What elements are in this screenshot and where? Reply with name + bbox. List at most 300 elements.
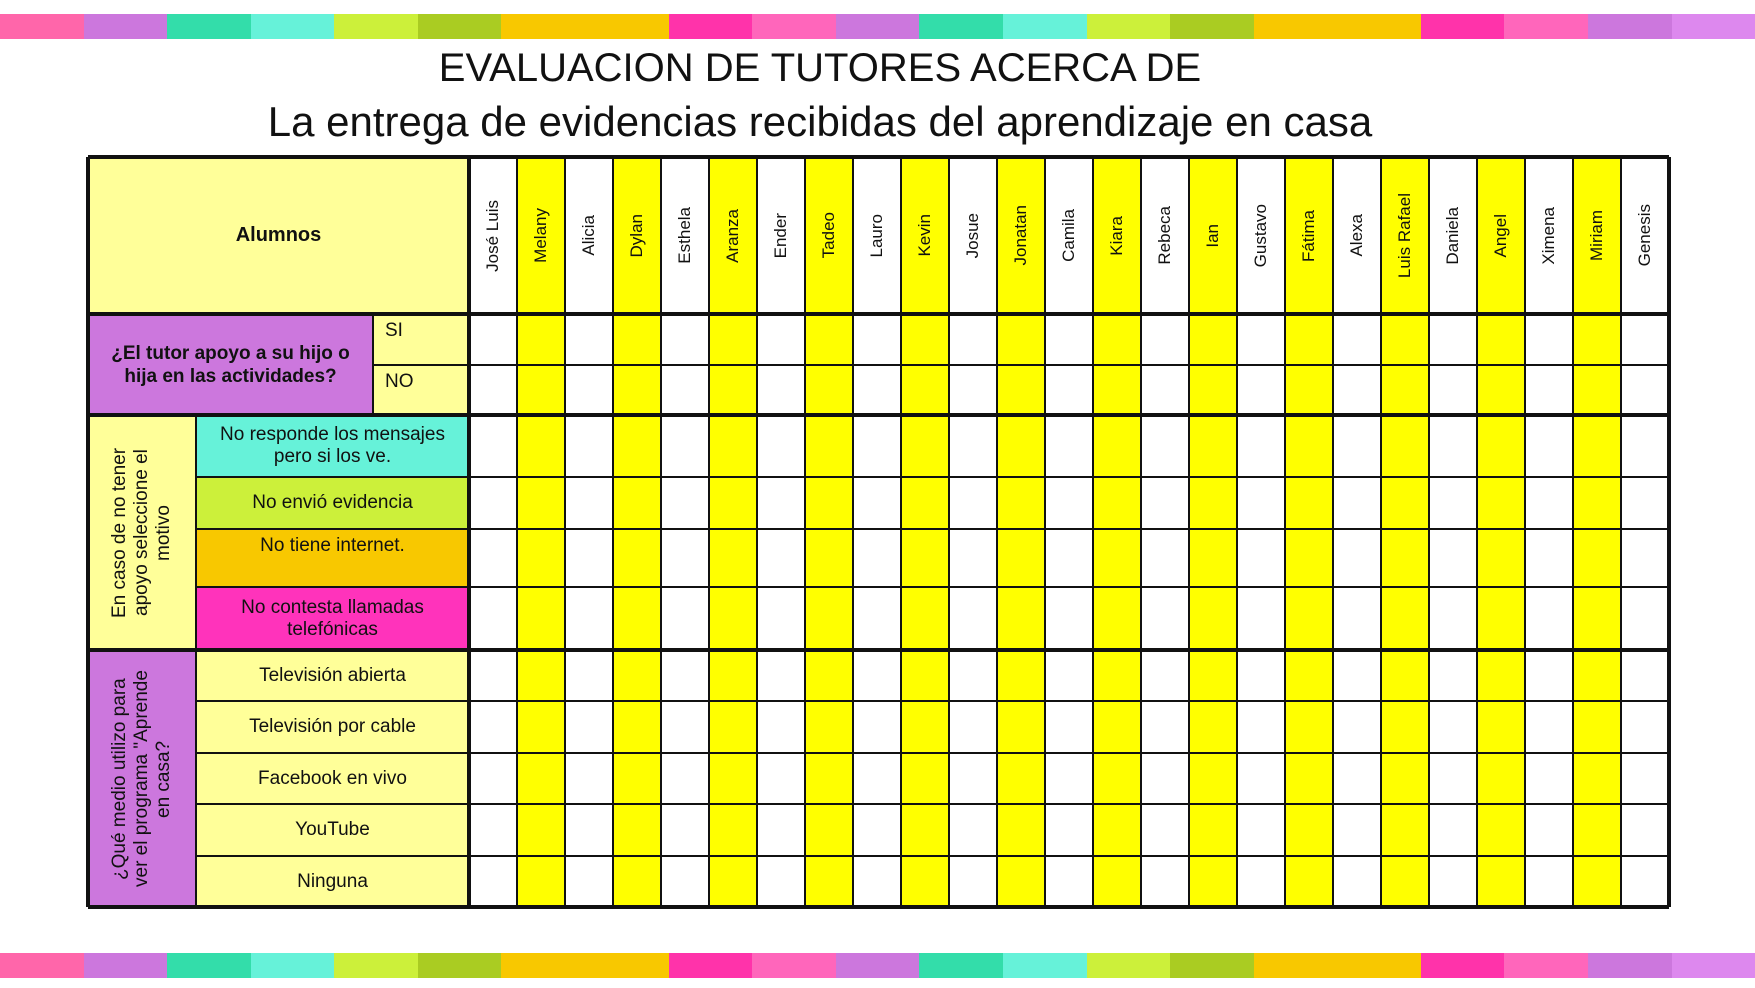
answer-cell[interactable] (1429, 650, 1477, 701)
answer-cell[interactable] (1381, 415, 1429, 477)
answer-cell[interactable] (613, 365, 661, 415)
answer-cell[interactable] (517, 529, 565, 587)
answer-cell[interactable] (517, 804, 565, 856)
answer-cell[interactable] (469, 365, 517, 415)
answer-cell[interactable] (469, 415, 517, 477)
answer-cell[interactable] (1429, 804, 1477, 856)
answer-cell[interactable] (661, 477, 709, 529)
answer-cell[interactable] (709, 477, 757, 529)
answer-cell[interactable] (805, 650, 853, 701)
answer-cell[interactable] (613, 587, 661, 650)
answer-cell[interactable] (1285, 365, 1333, 415)
answer-cell[interactable] (1381, 587, 1429, 650)
grid-line-horizontal (196, 855, 1669, 857)
answer-cell[interactable] (565, 415, 613, 477)
answer-cell[interactable] (1333, 529, 1381, 587)
answer-cell[interactable] (997, 701, 1045, 753)
answer-cell[interactable] (709, 415, 757, 477)
answer-cell[interactable] (1141, 701, 1189, 753)
answer-cell[interactable] (613, 529, 661, 587)
answer-cell[interactable] (901, 701, 949, 753)
answer-cell[interactable] (805, 753, 853, 804)
answer-cell[interactable] (1237, 365, 1285, 415)
answer-cell[interactable] (949, 365, 997, 415)
answer-cell[interactable] (709, 650, 757, 701)
answer-cell[interactable] (1189, 856, 1237, 907)
answer-cell[interactable] (1141, 529, 1189, 587)
answer-cell[interactable] (469, 477, 517, 529)
answer-cell[interactable] (1429, 415, 1477, 477)
answer-cell[interactable] (1573, 856, 1621, 907)
answer-cell[interactable] (949, 587, 997, 650)
answer-cell[interactable] (1285, 415, 1333, 477)
answer-cell[interactable] (1381, 650, 1429, 701)
answer-cell[interactable] (1189, 587, 1237, 650)
stripe-segment (585, 14, 669, 39)
student-name: Miriam (1587, 210, 1606, 261)
answer-cell[interactable] (1045, 753, 1093, 804)
answer-cell[interactable] (1477, 529, 1525, 587)
answer-cell[interactable] (661, 856, 709, 907)
option-label: NO (385, 371, 414, 392)
answer-cell[interactable] (1621, 804, 1669, 856)
answer-cell[interactable] (805, 701, 853, 753)
answer-cell[interactable] (805, 365, 853, 415)
answer-cell[interactable] (805, 856, 853, 907)
answer-cell[interactable] (1429, 477, 1477, 529)
answer-cell[interactable] (613, 314, 661, 365)
answer-cell[interactable] (853, 701, 901, 753)
answer-cell[interactable] (901, 477, 949, 529)
answer-cell[interactable] (1477, 314, 1525, 365)
answer-cell[interactable] (805, 587, 853, 650)
answer-cell[interactable] (853, 587, 901, 650)
answer-cell[interactable] (853, 804, 901, 856)
answer-cell[interactable] (613, 477, 661, 529)
answer-cell[interactable] (757, 415, 805, 477)
answer-cell[interactable] (1525, 587, 1573, 650)
answer-cell[interactable] (1621, 650, 1669, 701)
answer-cell[interactable] (565, 365, 613, 415)
grid-line-vertical (1092, 157, 1094, 907)
answer-cell[interactable] (1573, 415, 1621, 477)
answer-cell[interactable] (805, 477, 853, 529)
answer-cell[interactable] (1333, 753, 1381, 804)
grid-line-vertical (1524, 157, 1526, 907)
grid-line-vertical (1380, 157, 1382, 907)
answer-cell[interactable] (565, 753, 613, 804)
answer-cell[interactable] (1189, 529, 1237, 587)
answer-cell[interactable] (1621, 415, 1669, 477)
answer-cell[interactable] (565, 477, 613, 529)
answer-cell[interactable] (1189, 477, 1237, 529)
answer-cell[interactable] (1237, 650, 1285, 701)
answer-cell[interactable] (757, 529, 805, 587)
student-header (805, 157, 853, 314)
answer-cell[interactable] (1237, 856, 1285, 907)
answer-cell[interactable] (1573, 529, 1621, 587)
answer-cell[interactable] (565, 650, 613, 701)
answer-cell[interactable] (1045, 365, 1093, 415)
answer-cell[interactable] (1093, 856, 1141, 907)
answer-cell[interactable] (1621, 314, 1669, 365)
answer-cell[interactable] (1045, 650, 1093, 701)
answer-cell[interactable] (1333, 856, 1381, 907)
answer-cell[interactable] (661, 587, 709, 650)
answer-cell[interactable] (517, 415, 565, 477)
grid-line-vertical (1188, 157, 1190, 907)
answer-cell[interactable] (469, 587, 517, 650)
answer-cell[interactable] (901, 529, 949, 587)
answer-cell[interactable] (661, 415, 709, 477)
answer-cell[interactable] (1189, 650, 1237, 701)
answer-cell[interactable] (517, 650, 565, 701)
grid-line-vertical (1044, 157, 1046, 907)
answer-cell[interactable] (1237, 529, 1285, 587)
answer-cell[interactable] (997, 804, 1045, 856)
answer-cell[interactable] (469, 753, 517, 804)
answer-cell[interactable] (901, 587, 949, 650)
answer-cell[interactable] (853, 856, 901, 907)
answer-cell[interactable] (1333, 587, 1381, 650)
answer-cell[interactable] (1381, 314, 1429, 365)
answer-cell[interactable] (1477, 856, 1525, 907)
stripe-segment (1337, 14, 1421, 39)
answer-cell[interactable] (517, 314, 565, 365)
answer-cell[interactable] (1573, 650, 1621, 701)
answer-cell[interactable] (469, 701, 517, 753)
answer-cell[interactable] (1045, 477, 1093, 529)
answer-cell[interactable] (853, 314, 901, 365)
answer-cell[interactable] (901, 314, 949, 365)
answer-cell[interactable] (1189, 365, 1237, 415)
answer-cell[interactable] (613, 856, 661, 907)
answer-cell[interactable] (1525, 701, 1573, 753)
answer-cell[interactable] (469, 856, 517, 907)
answer-cell[interactable] (997, 415, 1045, 477)
answer-cell[interactable] (997, 365, 1045, 415)
answer-cell[interactable] (1525, 856, 1573, 907)
answer-cell[interactable] (1093, 804, 1141, 856)
answer-cell[interactable] (709, 365, 757, 415)
stripe-segment (167, 14, 251, 39)
answer-cell[interactable] (853, 365, 901, 415)
answer-cell[interactable] (1573, 701, 1621, 753)
answer-cell[interactable] (661, 529, 709, 587)
answer-cell[interactable] (1189, 415, 1237, 477)
answer-cell[interactable] (853, 753, 901, 804)
grid-line-vertical (756, 157, 758, 907)
evaluation-table (88, 157, 1668, 909)
stripe-segment (1170, 14, 1254, 39)
answer-cell[interactable] (1285, 529, 1333, 587)
answer-cell[interactable] (853, 415, 901, 477)
answer-cell[interactable] (1189, 314, 1237, 365)
answer-cell[interactable] (757, 587, 805, 650)
answer-cell[interactable] (661, 753, 709, 804)
answer-cell[interactable] (1093, 701, 1141, 753)
answer-cell[interactable] (1093, 650, 1141, 701)
answer-cell[interactable] (1621, 477, 1669, 529)
answer-cell[interactable] (757, 856, 805, 907)
answer-cell[interactable] (1429, 529, 1477, 587)
answer-cell[interactable] (709, 529, 757, 587)
answer-cell[interactable] (1381, 856, 1429, 907)
answer-cell[interactable] (1381, 701, 1429, 753)
answer-cell[interactable] (1381, 753, 1429, 804)
answer-cell[interactable] (1429, 753, 1477, 804)
answer-cell[interactable] (1141, 477, 1189, 529)
answer-cell[interactable] (517, 477, 565, 529)
answer-cell[interactable] (853, 650, 901, 701)
answer-cell[interactable] (1093, 415, 1141, 477)
answer-cell[interactable] (613, 804, 661, 856)
answer-cell[interactable] (805, 529, 853, 587)
answer-cell[interactable] (1477, 415, 1525, 477)
answer-cell[interactable] (1141, 856, 1189, 907)
answer-cell[interactable] (1237, 415, 1285, 477)
answer-cell[interactable] (757, 701, 805, 753)
answer-cell[interactable] (1093, 587, 1141, 650)
answer-cell[interactable] (469, 314, 517, 365)
answer-cell[interactable] (709, 587, 757, 650)
answer-cell[interactable] (1381, 365, 1429, 415)
answer-cell[interactable] (1573, 365, 1621, 415)
answer-cell[interactable] (613, 650, 661, 701)
answer-cell[interactable] (949, 856, 997, 907)
answer-cell[interactable] (1285, 701, 1333, 753)
student-header (1477, 157, 1525, 314)
answer-cell[interactable] (613, 753, 661, 804)
answer-cell[interactable] (853, 529, 901, 587)
answer-cell[interactable] (1285, 587, 1333, 650)
answer-cell[interactable] (1285, 477, 1333, 529)
answer-cell[interactable] (1141, 314, 1189, 365)
answer-cell[interactable] (1525, 365, 1573, 415)
answer-cell[interactable] (853, 477, 901, 529)
answer-cell[interactable] (1045, 415, 1093, 477)
answer-cell[interactable] (901, 650, 949, 701)
answer-cell[interactable] (901, 856, 949, 907)
answer-cell[interactable] (1141, 650, 1189, 701)
answer-cell[interactable] (1189, 701, 1237, 753)
answer-cell[interactable] (1429, 856, 1477, 907)
answer-cell[interactable] (757, 314, 805, 365)
answer-cell[interactable] (1045, 529, 1093, 587)
answer-cell[interactable] (1621, 701, 1669, 753)
answer-cell[interactable] (949, 529, 997, 587)
answer-cell[interactable] (1237, 701, 1285, 753)
answer-cell[interactable] (565, 529, 613, 587)
answer-cell[interactable] (1189, 753, 1237, 804)
answer-cell[interactable] (1621, 753, 1669, 804)
answer-cell[interactable] (1189, 804, 1237, 856)
answer-cell[interactable] (517, 701, 565, 753)
answer-cell[interactable] (1237, 753, 1285, 804)
answer-cell[interactable] (805, 415, 853, 477)
answer-cell[interactable] (1429, 365, 1477, 415)
answer-cell[interactable] (565, 314, 613, 365)
answer-cell[interactable] (757, 804, 805, 856)
answer-cell[interactable] (1333, 477, 1381, 529)
answer-cell[interactable] (1525, 650, 1573, 701)
answer-cell[interactable] (613, 415, 661, 477)
answer-cell[interactable] (1045, 701, 1093, 753)
answer-cell[interactable] (1333, 365, 1381, 415)
answer-cell[interactable] (1333, 804, 1381, 856)
answer-cell[interactable] (709, 804, 757, 856)
answer-cell[interactable] (1141, 804, 1189, 856)
answer-cell[interactable] (1429, 701, 1477, 753)
answer-cell[interactable] (1573, 753, 1621, 804)
answer-cell[interactable] (709, 753, 757, 804)
answer-cell[interactable] (469, 650, 517, 701)
answer-cell[interactable] (661, 314, 709, 365)
answer-cell[interactable] (1333, 701, 1381, 753)
answer-cell[interactable] (1525, 314, 1573, 365)
answer-cell[interactable] (997, 587, 1045, 650)
answer-cell[interactable] (1237, 587, 1285, 650)
answer-cell[interactable] (661, 650, 709, 701)
answer-cell[interactable] (1285, 650, 1333, 701)
answer-cell[interactable] (1525, 753, 1573, 804)
answer-cell[interactable] (901, 365, 949, 415)
answer-cell[interactable] (1045, 804, 1093, 856)
answer-cell[interactable] (949, 415, 997, 477)
answer-cell[interactable] (1381, 529, 1429, 587)
bottom-decorative-stripe (0, 953, 1755, 978)
student-header (1525, 157, 1573, 314)
answer-cell[interactable] (565, 856, 613, 907)
answer-cell[interactable] (1333, 415, 1381, 477)
answer-cell[interactable] (1477, 753, 1525, 804)
answer-cell[interactable] (757, 650, 805, 701)
answer-cell[interactable] (1045, 587, 1093, 650)
answer-cell[interactable] (1525, 529, 1573, 587)
answer-cell[interactable] (565, 804, 613, 856)
answer-cell[interactable] (661, 701, 709, 753)
answer-cell[interactable] (997, 477, 1045, 529)
answer-cell[interactable] (1093, 477, 1141, 529)
answer-cell[interactable] (949, 701, 997, 753)
answer-cell[interactable] (1477, 804, 1525, 856)
answer-cell[interactable] (1573, 804, 1621, 856)
answer-cell[interactable] (901, 415, 949, 477)
stripe-segment (1337, 953, 1421, 978)
answer-cell[interactable] (1141, 753, 1189, 804)
answer-cell[interactable] (805, 314, 853, 365)
answer-cell[interactable] (1045, 314, 1093, 365)
answer-cell[interactable] (1573, 477, 1621, 529)
stripe-segment (1588, 953, 1672, 978)
answer-cell[interactable] (517, 856, 565, 907)
answer-cell[interactable] (1285, 753, 1333, 804)
answer-cell[interactable] (1141, 415, 1189, 477)
answer-cell[interactable] (1477, 701, 1525, 753)
answer-cell[interactable] (517, 753, 565, 804)
answer-cell[interactable] (901, 753, 949, 804)
answer-cell[interactable] (1573, 314, 1621, 365)
answer-cell[interactable] (613, 701, 661, 753)
answer-cell[interactable] (1045, 856, 1093, 907)
answer-cell[interactable] (1429, 587, 1477, 650)
answer-cell[interactable] (997, 856, 1045, 907)
answer-cell[interactable] (661, 365, 709, 415)
answer-cell[interactable] (1525, 804, 1573, 856)
answer-cell[interactable] (757, 477, 805, 529)
answer-cell[interactable] (997, 753, 1045, 804)
answer-cell[interactable] (1477, 587, 1525, 650)
answer-cell[interactable] (1477, 365, 1525, 415)
answer-cell[interactable] (1477, 477, 1525, 529)
answer-cell[interactable] (1285, 856, 1333, 907)
answer-cell[interactable] (1477, 650, 1525, 701)
answer-cell[interactable] (805, 804, 853, 856)
stripe-segment (1421, 14, 1505, 39)
answer-cell[interactable] (1093, 314, 1141, 365)
answer-cell[interactable] (949, 804, 997, 856)
answer-cell[interactable] (1621, 587, 1669, 650)
answer-cell[interactable] (1285, 804, 1333, 856)
answer-cell[interactable] (1429, 314, 1477, 365)
answer-cell[interactable] (1573, 587, 1621, 650)
answer-cell[interactable] (661, 804, 709, 856)
answer-cell[interactable] (1237, 804, 1285, 856)
answer-cell[interactable] (1141, 587, 1189, 650)
answer-cell[interactable] (1285, 314, 1333, 365)
answer-cell[interactable] (565, 701, 613, 753)
answer-cell[interactable] (709, 314, 757, 365)
answer-cell[interactable] (469, 804, 517, 856)
answer-cell[interactable] (949, 477, 997, 529)
answer-cell[interactable] (901, 804, 949, 856)
answer-cell[interactable] (1525, 415, 1573, 477)
answer-cell[interactable] (1621, 529, 1669, 587)
student-name: Luis Rafael (1395, 192, 1414, 279)
answer-cell[interactable] (1093, 753, 1141, 804)
answer-cell[interactable] (709, 856, 757, 907)
answer-cell[interactable] (1525, 477, 1573, 529)
answer-cell[interactable] (1381, 477, 1429, 529)
answer-cell[interactable] (709, 701, 757, 753)
answer-cell[interactable] (1093, 529, 1141, 587)
answer-cell[interactable] (997, 314, 1045, 365)
answer-cell[interactable] (1621, 856, 1669, 907)
answer-cell[interactable] (1237, 314, 1285, 365)
answer-cell[interactable] (565, 587, 613, 650)
answer-cell[interactable] (1621, 365, 1669, 415)
answer-cell[interactable] (997, 529, 1045, 587)
answer-cell[interactable] (1333, 650, 1381, 701)
answer-cell[interactable] (1141, 365, 1189, 415)
answer-cell[interactable] (1093, 365, 1141, 415)
answer-cell[interactable] (757, 365, 805, 415)
answer-cell[interactable] (517, 365, 565, 415)
answer-cell[interactable] (949, 314, 997, 365)
answer-cell[interactable] (469, 529, 517, 587)
grid-line-horizontal (88, 155, 1669, 159)
answer-cell[interactable] (1237, 477, 1285, 529)
answer-cell[interactable] (757, 753, 805, 804)
stripe-segment (0, 14, 84, 39)
answer-cell[interactable] (949, 650, 997, 701)
answer-cell[interactable] (1333, 314, 1381, 365)
answer-cell[interactable] (1381, 804, 1429, 856)
answer-cell[interactable] (517, 587, 565, 650)
stripe-segment (501, 953, 585, 978)
answer-cell[interactable] (949, 753, 997, 804)
answer-cell[interactable] (997, 650, 1045, 701)
